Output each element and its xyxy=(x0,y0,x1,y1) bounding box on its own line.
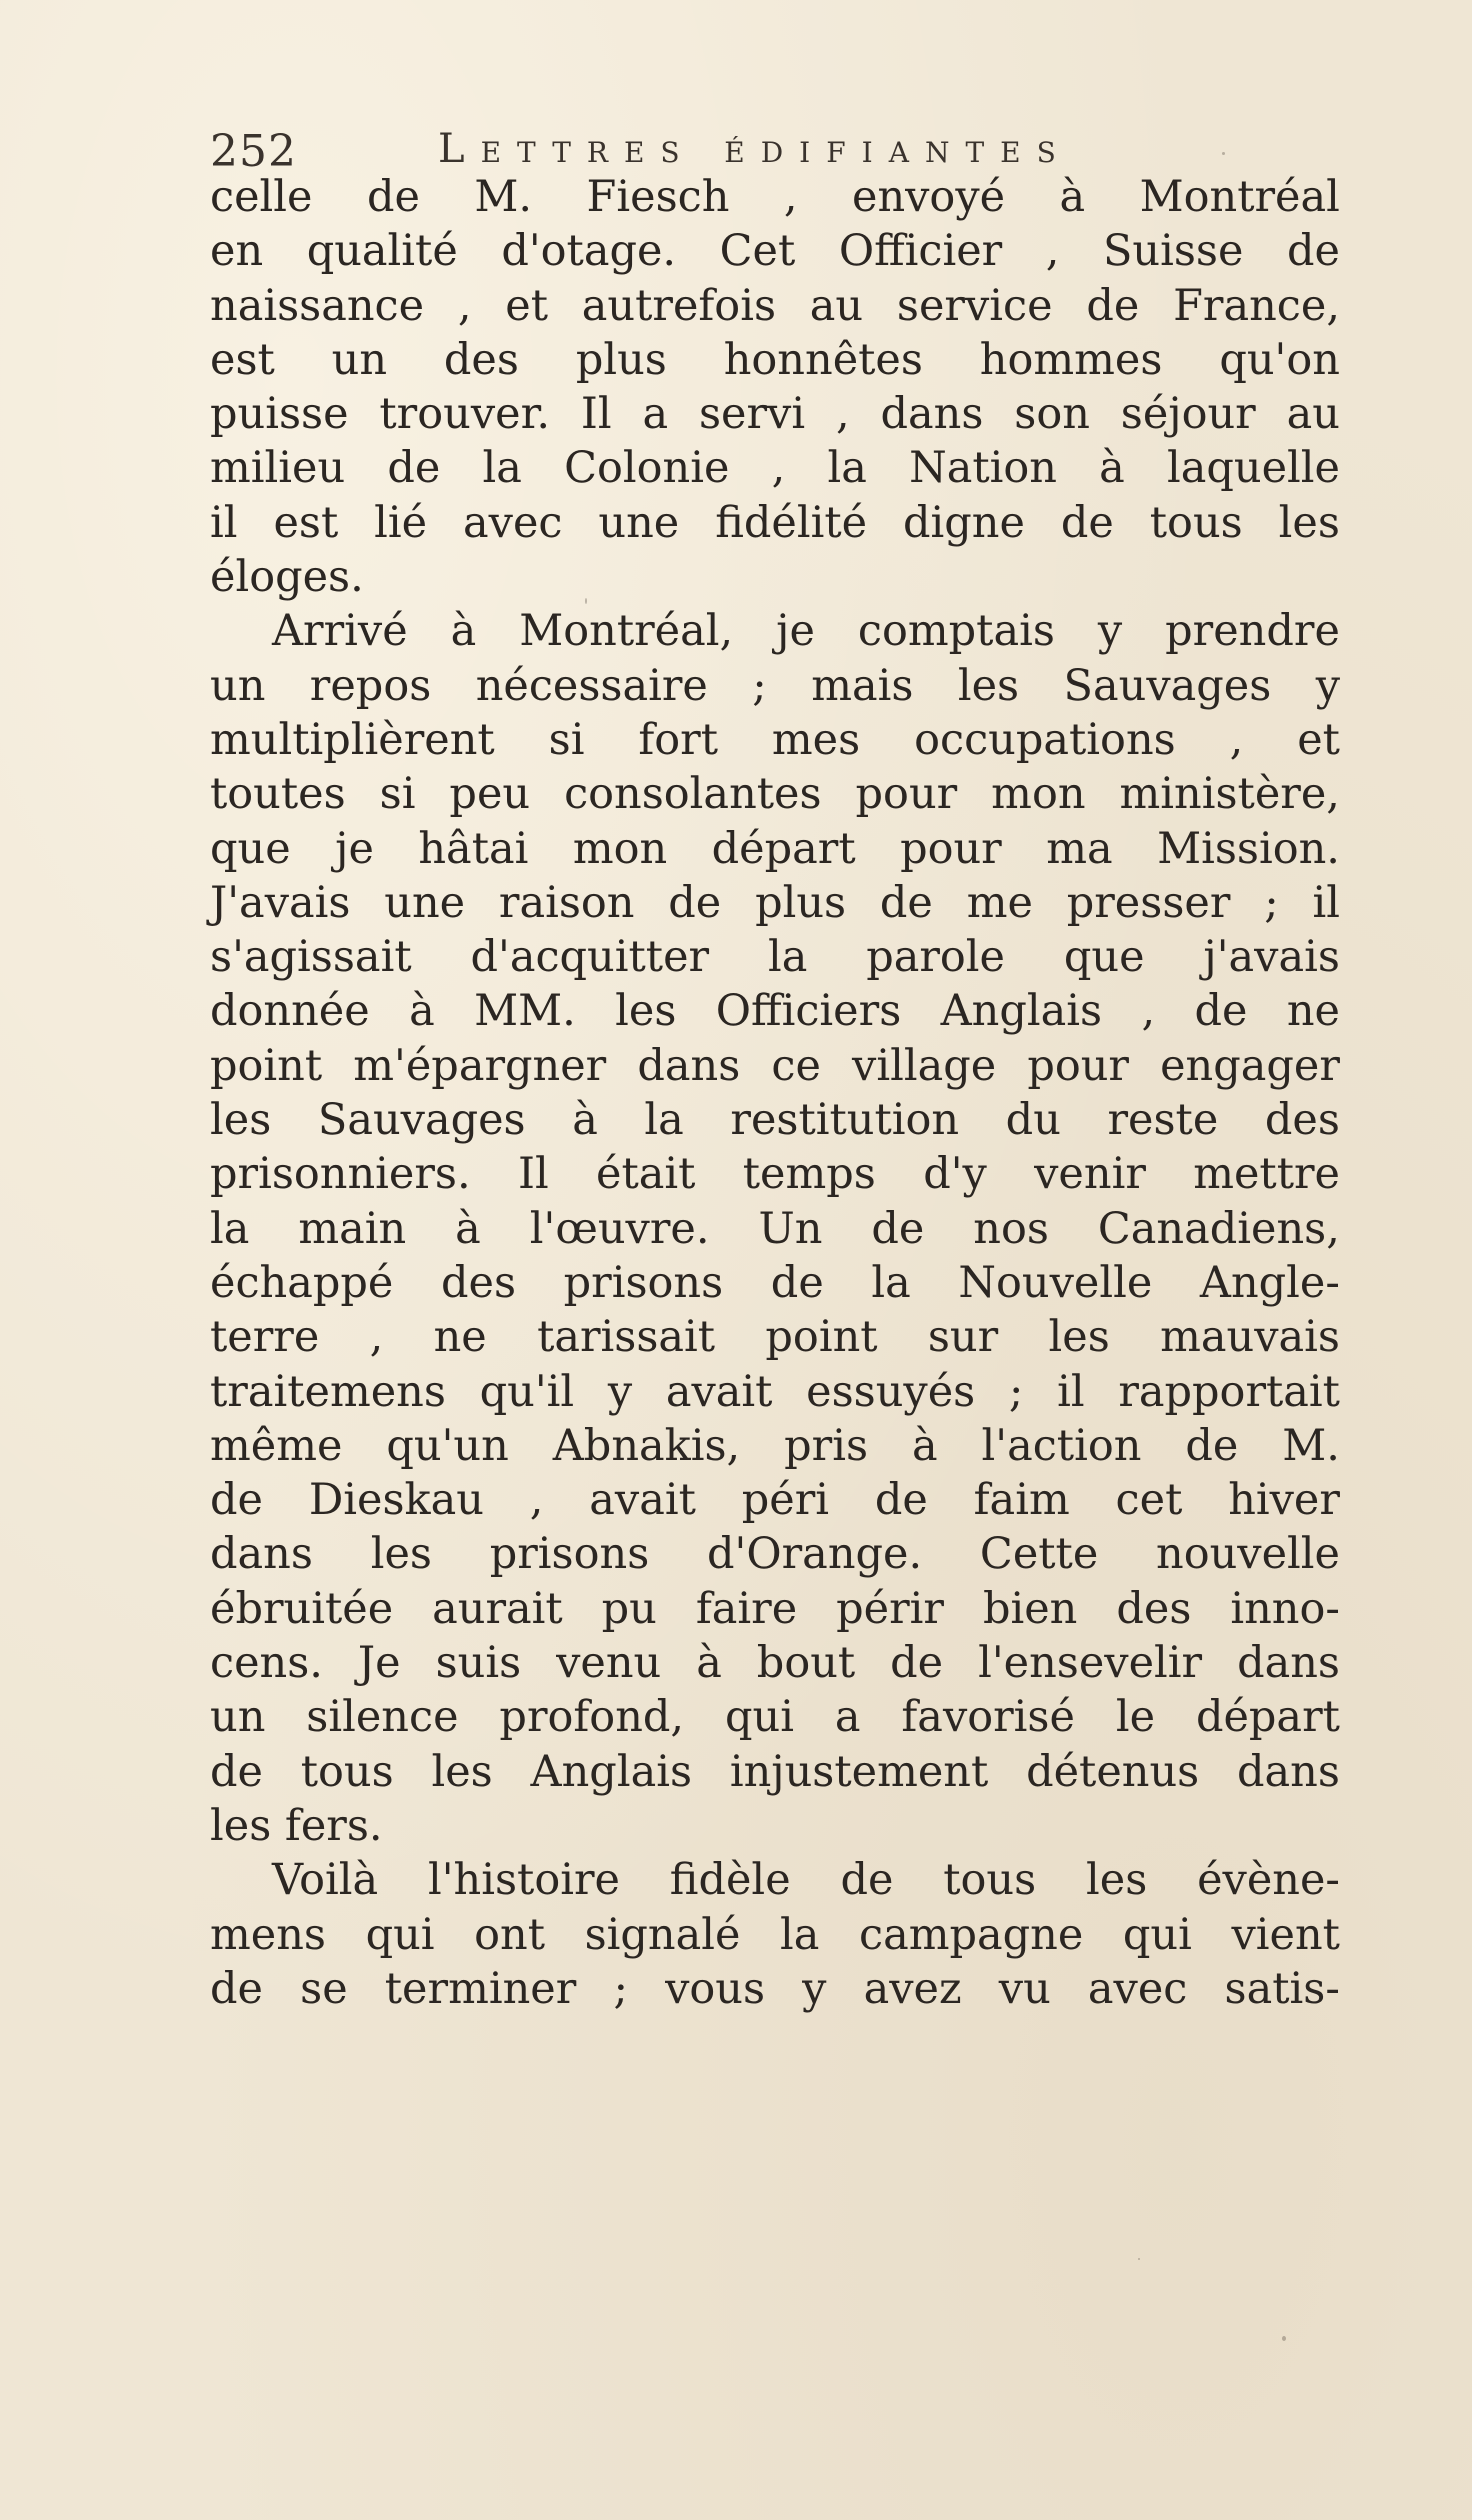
word: à xyxy=(455,1203,481,1254)
word: des xyxy=(1116,1583,1192,1634)
word: Mission. xyxy=(1157,823,1340,874)
word: l'action xyxy=(981,1420,1142,1471)
word: prisons xyxy=(563,1257,724,1308)
word: terminer xyxy=(384,1963,577,2014)
word: J'avais xyxy=(210,877,351,928)
word: Suisse xyxy=(1102,226,1244,277)
word: ébruitée xyxy=(210,1583,394,1634)
word: silence xyxy=(306,1692,459,1743)
word: prisons xyxy=(489,1529,650,1580)
word: tous xyxy=(300,1746,394,1797)
word: si xyxy=(379,769,416,820)
word: M. xyxy=(1282,1420,1340,1471)
word: à xyxy=(409,986,435,1037)
word: venu xyxy=(556,1638,662,1689)
word: à xyxy=(1099,443,1125,494)
paper-speck xyxy=(1138,2258,1140,2260)
word: donnée xyxy=(210,986,370,1037)
word: de xyxy=(1086,280,1140,331)
word: de xyxy=(210,1475,263,1526)
word: des xyxy=(440,1257,517,1308)
word: de xyxy=(210,1746,263,1797)
word: de xyxy=(387,443,441,494)
word: la xyxy=(482,443,522,494)
word: peu xyxy=(449,769,531,820)
word: dans xyxy=(210,1529,313,1580)
word: même xyxy=(210,1420,343,1471)
word: cet xyxy=(1115,1475,1183,1526)
text-line xyxy=(210,387,1340,441)
word: il xyxy=(1312,877,1340,928)
word: ma xyxy=(1046,823,1113,874)
word: Nouvelle xyxy=(958,1257,1153,1308)
word: y xyxy=(607,1366,633,1417)
word: vous xyxy=(665,1963,766,2014)
word: , xyxy=(1229,714,1244,765)
word: prendre xyxy=(1165,606,1340,657)
word: Dieskau xyxy=(308,1475,484,1526)
word: d'acquitter xyxy=(470,932,710,983)
word: faim xyxy=(973,1475,1070,1526)
word: des xyxy=(443,334,519,385)
word: est xyxy=(210,334,275,385)
text-line: les fers. xyxy=(210,1800,383,1851)
word: main xyxy=(298,1203,407,1254)
word: s'agissait xyxy=(210,932,412,983)
word: à xyxy=(911,1420,938,1471)
word: a xyxy=(834,1692,861,1743)
word: Montréal xyxy=(1139,172,1340,222)
word: , xyxy=(771,443,786,494)
word: que xyxy=(1063,932,1145,983)
word: fidélité xyxy=(715,497,868,548)
word: départ xyxy=(1195,1692,1340,1743)
word: de xyxy=(840,1855,894,1906)
word: puisse xyxy=(210,389,349,440)
word: M. xyxy=(474,172,533,222)
text-line xyxy=(210,930,1340,984)
word: dans xyxy=(1237,1638,1340,1689)
text-line xyxy=(210,984,1340,1038)
word: les xyxy=(1086,1855,1148,1906)
word: Il xyxy=(517,1149,549,1200)
word: a xyxy=(642,389,669,440)
word: vient xyxy=(1231,1909,1340,1960)
word: , xyxy=(783,172,798,222)
word: un xyxy=(210,1692,266,1743)
word: ce xyxy=(771,1040,821,1091)
text-line xyxy=(210,604,1340,658)
word: mens xyxy=(210,1909,326,1960)
paper-speck xyxy=(1230,622,1233,626)
word: ne xyxy=(1286,986,1340,1037)
word: départ xyxy=(711,823,856,874)
word: les xyxy=(431,1746,493,1797)
text-line xyxy=(210,170,1340,224)
word: de xyxy=(770,1257,824,1308)
word: échappé xyxy=(210,1257,394,1308)
text-line xyxy=(210,1039,1340,1093)
word: Sauvages xyxy=(317,1095,526,1146)
word: prisonniers. xyxy=(210,1149,471,1200)
word: Fiesch xyxy=(586,172,730,222)
word: détenus xyxy=(1026,1746,1200,1797)
word: France, xyxy=(1173,280,1340,331)
running-title: Lettres édifiantes xyxy=(438,126,1072,172)
word: de xyxy=(366,172,420,222)
word: traitemens xyxy=(210,1366,446,1417)
word: et xyxy=(1297,714,1340,765)
word: fort xyxy=(638,714,718,765)
word: faire xyxy=(695,1583,798,1634)
word: une xyxy=(384,877,466,928)
word: Un xyxy=(758,1203,823,1254)
text-line xyxy=(210,1256,1340,1310)
word: Arrivé xyxy=(272,606,408,657)
word: mon xyxy=(991,769,1086,820)
text-line: éloges. xyxy=(210,552,364,603)
word: pour xyxy=(900,823,1002,874)
word: laquelle xyxy=(1166,443,1340,494)
word: y xyxy=(1315,660,1340,711)
word: honnêtes xyxy=(723,334,923,385)
word: avec xyxy=(463,497,563,548)
word: digne xyxy=(903,497,1025,548)
word: avait xyxy=(589,1475,696,1526)
word: à xyxy=(696,1638,722,1689)
word: ; xyxy=(1008,1366,1024,1417)
word: Montréal, xyxy=(519,606,734,657)
text-line xyxy=(210,822,1340,876)
word: des xyxy=(1264,1095,1340,1146)
text-line xyxy=(210,1365,1340,1419)
text-line xyxy=(210,767,1340,821)
word: les xyxy=(370,1529,432,1580)
word: engager xyxy=(1160,1040,1340,1091)
word: de xyxy=(1286,226,1340,277)
word: consolantes xyxy=(564,769,822,820)
word: avec xyxy=(1087,1963,1188,2014)
word: se xyxy=(300,1963,348,2014)
word: les xyxy=(957,660,1020,711)
word: bien xyxy=(982,1583,1078,1634)
word: me xyxy=(966,877,1033,928)
word: la xyxy=(767,932,808,983)
word: la xyxy=(871,1257,911,1308)
word: , xyxy=(369,1312,384,1363)
word: de xyxy=(874,1475,928,1526)
paper-speck xyxy=(1222,152,1225,155)
word: d'otage. xyxy=(501,226,677,277)
word: la xyxy=(827,443,867,494)
word: lié xyxy=(374,497,428,548)
word: tarissait xyxy=(537,1312,716,1363)
word: Je xyxy=(357,1638,401,1689)
word: fidèle xyxy=(669,1855,791,1906)
word: nécessaire xyxy=(475,660,708,711)
running-head xyxy=(210,118,1330,178)
word: restitution xyxy=(730,1095,960,1146)
word: d'y xyxy=(923,1149,987,1200)
word: MM. xyxy=(474,986,576,1037)
word: venir xyxy=(1034,1149,1146,1200)
word: cens. xyxy=(210,1638,323,1689)
word: la xyxy=(644,1095,684,1146)
word: plus xyxy=(575,334,667,385)
word: envoyé xyxy=(852,172,1006,222)
word: raison xyxy=(498,877,635,928)
word: de xyxy=(1194,986,1248,1037)
word: les xyxy=(1278,497,1340,548)
word: séjour xyxy=(1120,389,1256,440)
word: vu xyxy=(998,1963,1051,2014)
word: autrefois xyxy=(581,280,777,331)
word: Officiers xyxy=(715,986,902,1037)
word: qui xyxy=(724,1692,794,1743)
word: à xyxy=(1059,172,1086,222)
text-line xyxy=(210,1202,1340,1256)
word: pour xyxy=(855,769,958,820)
word: profond, xyxy=(499,1692,685,1743)
text-line xyxy=(210,659,1340,713)
word: sur xyxy=(927,1312,999,1363)
text-line xyxy=(210,713,1340,767)
word: milieu xyxy=(210,443,346,494)
word: dans xyxy=(637,1040,741,1091)
word: ministère, xyxy=(1119,769,1340,820)
word: toutes xyxy=(210,769,346,820)
body-text xyxy=(210,170,1340,2016)
word: signalé xyxy=(584,1909,741,1960)
word: Colonie xyxy=(564,443,730,494)
word: mais xyxy=(811,660,914,711)
word: tous xyxy=(943,1855,1037,1906)
word: de xyxy=(1185,1420,1239,1471)
text-line xyxy=(210,876,1340,930)
word: , xyxy=(1045,226,1060,277)
word: Cette xyxy=(979,1529,1099,1580)
word: j'avais xyxy=(1203,932,1340,983)
word: hâtai xyxy=(418,823,529,874)
text-line xyxy=(210,1745,1340,1799)
word: inno- xyxy=(1230,1583,1340,1634)
word: de xyxy=(871,1203,925,1254)
word: comptais xyxy=(857,606,1055,657)
word: de xyxy=(668,877,722,928)
word: il xyxy=(1057,1366,1085,1417)
word: avait xyxy=(665,1366,773,1417)
word: je xyxy=(335,823,374,874)
word: occupations xyxy=(914,714,1176,765)
word: trouver. xyxy=(379,389,551,440)
word: qu'il xyxy=(479,1366,575,1417)
word: point xyxy=(765,1312,878,1363)
word: ; xyxy=(752,660,767,711)
word: rapportait xyxy=(1118,1366,1340,1417)
word: reste xyxy=(1107,1095,1219,1146)
word: évène- xyxy=(1197,1855,1340,1906)
word: l'ensevelir xyxy=(978,1638,1203,1689)
word: un xyxy=(210,660,266,711)
word: péri xyxy=(741,1475,829,1526)
text-line xyxy=(210,1527,1340,1581)
word: repos xyxy=(309,660,432,711)
word: point xyxy=(210,1040,323,1091)
word: tous xyxy=(1149,497,1243,548)
word: était xyxy=(596,1149,696,1200)
word: de xyxy=(879,877,933,928)
word: bout xyxy=(756,1638,856,1689)
text-line xyxy=(210,1310,1340,1364)
word: je xyxy=(776,606,815,657)
word: à xyxy=(450,606,477,657)
word: de xyxy=(210,1963,263,2014)
text-line xyxy=(210,333,1340,387)
word: temps xyxy=(742,1149,876,1200)
word: multiplièrent xyxy=(210,714,495,765)
word: naissance xyxy=(210,280,425,331)
word: qui xyxy=(365,1909,435,1960)
word: avez xyxy=(863,1963,962,2014)
text-line xyxy=(210,1908,1340,1962)
text-line xyxy=(210,1473,1340,1527)
word: Nation xyxy=(909,443,1057,494)
word: de xyxy=(1060,497,1114,548)
text-line xyxy=(210,496,1340,550)
word: et xyxy=(505,280,549,331)
word: de xyxy=(890,1638,944,1689)
word: y xyxy=(1097,606,1123,657)
word: celle xyxy=(210,172,313,222)
word: village xyxy=(852,1040,997,1091)
word: aurait xyxy=(432,1583,563,1634)
word: favorisé xyxy=(901,1692,1075,1743)
word: dans xyxy=(880,389,984,440)
word: nos xyxy=(973,1203,1049,1254)
word: qui xyxy=(1122,1909,1192,1960)
text-line xyxy=(210,1419,1340,1473)
text-line xyxy=(210,1690,1340,1744)
word: nouvelle xyxy=(1156,1529,1340,1580)
word: Officier xyxy=(838,226,1003,277)
word: la xyxy=(780,1909,820,1960)
word: mettre xyxy=(1193,1149,1340,1200)
word: est xyxy=(273,497,339,548)
word: Il xyxy=(580,389,612,440)
word: les xyxy=(210,1095,272,1146)
word: plus xyxy=(755,877,847,928)
word: il xyxy=(210,497,238,548)
word: au xyxy=(809,280,864,331)
word: Anglais xyxy=(530,1746,693,1797)
word: ; xyxy=(613,1963,628,2014)
word: mes xyxy=(771,714,861,765)
word: presser xyxy=(1066,877,1231,928)
word: du xyxy=(1005,1095,1061,1146)
word: ; xyxy=(1264,877,1279,928)
word: son xyxy=(1014,389,1090,440)
word: , xyxy=(835,389,850,440)
word: m'épargner xyxy=(353,1040,607,1091)
word: parole xyxy=(866,932,1005,983)
word: essuyés xyxy=(806,1366,976,1417)
text-line xyxy=(210,1853,1340,1907)
word: terre xyxy=(210,1312,320,1363)
text-line xyxy=(210,1636,1340,1690)
word: pris xyxy=(784,1420,869,1471)
word: ne xyxy=(433,1312,487,1363)
text-line xyxy=(210,1093,1340,1147)
word: satis- xyxy=(1224,1963,1340,2014)
text-line xyxy=(210,1962,1340,2016)
word: les xyxy=(615,986,677,1037)
word: les xyxy=(1048,1312,1110,1363)
word: une xyxy=(598,497,680,548)
word: mauvais xyxy=(1160,1312,1340,1363)
page-number: 252 xyxy=(210,126,297,177)
word: qu'un xyxy=(386,1420,509,1471)
word: le xyxy=(1115,1692,1156,1743)
word: périr xyxy=(836,1583,944,1634)
word: hommes xyxy=(979,334,1163,385)
word: que xyxy=(210,823,291,874)
word: qu'on xyxy=(1219,334,1340,385)
word: mon xyxy=(572,823,668,874)
word: en xyxy=(210,226,264,277)
word: à xyxy=(572,1095,598,1146)
text-line xyxy=(210,441,1340,495)
word: servi xyxy=(698,389,806,440)
word: d'Orange. xyxy=(707,1529,923,1580)
text-line xyxy=(210,224,1340,278)
word: dans xyxy=(1237,1746,1340,1797)
word: Canadiens, xyxy=(1097,1203,1340,1254)
word: Cet xyxy=(719,226,796,277)
text-line xyxy=(210,1582,1340,1636)
text-line xyxy=(210,279,1340,333)
word: injustement xyxy=(729,1746,989,1797)
word: , xyxy=(457,280,472,331)
word: au xyxy=(1286,389,1340,440)
word: hiver xyxy=(1228,1475,1340,1526)
word: Sauvages xyxy=(1063,660,1272,711)
text-line xyxy=(210,1147,1340,1201)
word: l'histoire xyxy=(427,1855,620,1906)
word: , xyxy=(1141,986,1156,1037)
word: qualité xyxy=(306,226,458,277)
word: si xyxy=(548,714,585,765)
word: Voilà xyxy=(272,1855,379,1906)
word: Anglais xyxy=(940,986,1103,1037)
paper-speck xyxy=(1282,2336,1286,2341)
word: suis xyxy=(435,1638,522,1689)
word: y xyxy=(802,1963,827,2014)
word: un xyxy=(331,334,388,385)
word: Angle- xyxy=(1199,1257,1340,1308)
paper-speck xyxy=(585,598,587,604)
word: l'œuvre. xyxy=(529,1203,710,1254)
word: la xyxy=(210,1203,250,1254)
word: service xyxy=(896,280,1053,331)
word: , xyxy=(529,1475,544,1526)
word: ont xyxy=(474,1909,545,1960)
word: pour xyxy=(1027,1040,1129,1091)
word: Abnakis, xyxy=(552,1420,741,1471)
word: pu xyxy=(601,1583,657,1634)
word: campagne xyxy=(859,1909,1084,1960)
